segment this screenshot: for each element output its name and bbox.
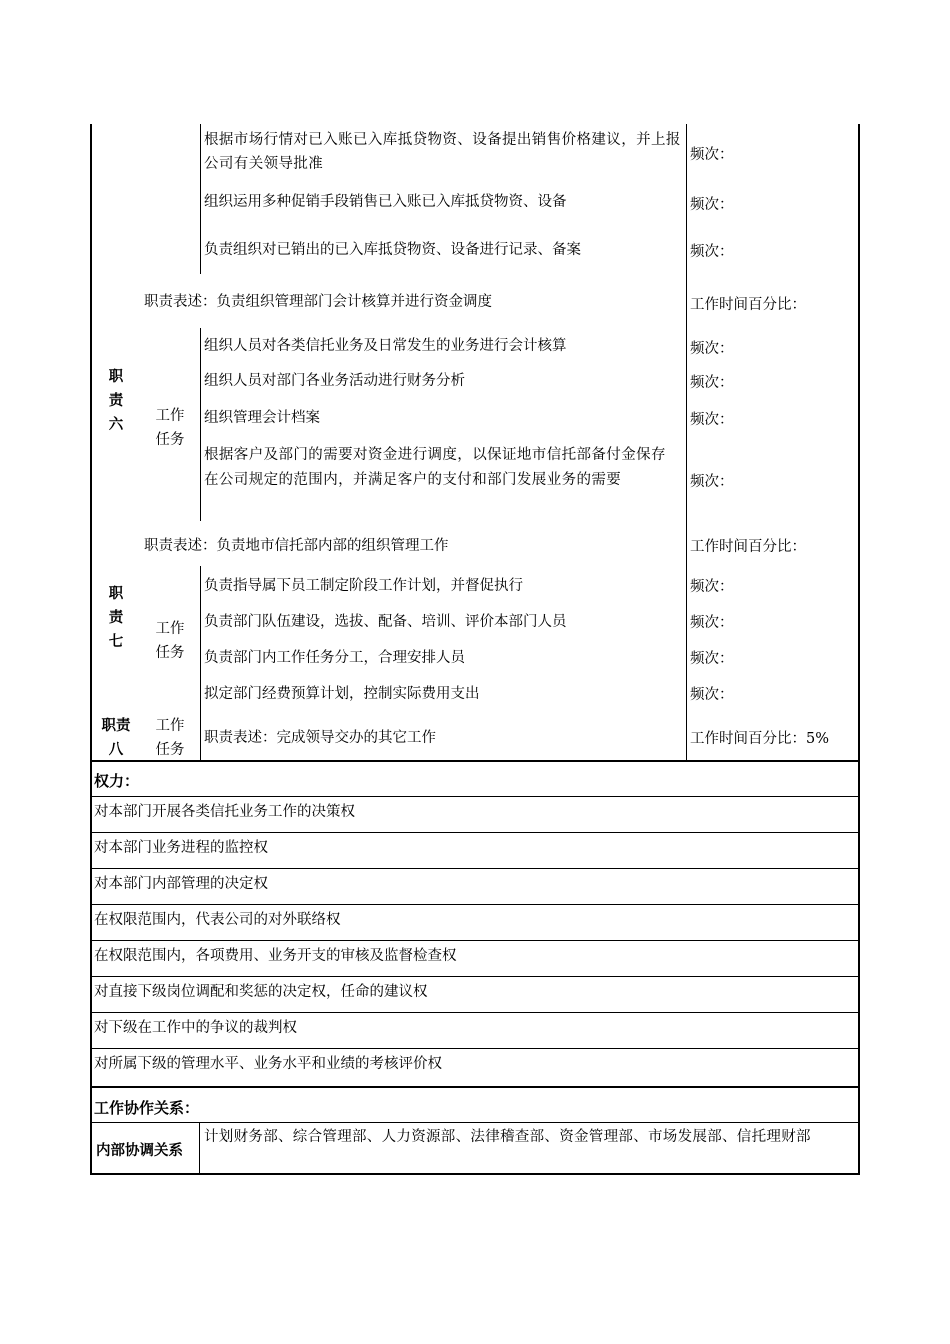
task-frequency: 频次： — [690, 687, 734, 703]
duty-statement: 职责表述：完成领导交办的其它工作 — [204, 730, 436, 746]
task-text: 组织人员对各类信托业务及日常发生的业务进行会计核算 — [204, 338, 567, 354]
task-label — [152, 404, 188, 452]
task-label-text: 工作任务 — [155, 718, 185, 758]
task-frequency: 频次： — [690, 197, 734, 213]
task-text: 组织人员对部门各业务活动进行财务分析 — [204, 373, 465, 389]
duty-label — [104, 365, 128, 437]
divider — [90, 760, 860, 762]
divider — [90, 940, 860, 941]
internal-coordination-value: 计划财务部、综合管理部、人力资源部、法律稽查部、资金管理部、市场发展部、信托理财部 — [204, 1129, 811, 1145]
time-percentage: 工作时间百分比：5% — [690, 731, 830, 747]
divider — [200, 566, 201, 760]
power-item: 对下级在工作中的争议的裁判权 — [94, 1020, 297, 1036]
task-text: 组织运用多种促销手段销售已入账已入库抵贷物资、设备 — [204, 194, 567, 210]
power-item: 在权限范围内，代表公司的对外联络权 — [94, 912, 341, 928]
power-item: 对所属下级的管理水平、业务水平和业绩的考核评价权 — [94, 1056, 442, 1072]
task-frequency: 频次： — [690, 147, 734, 163]
task-frequency: 频次： — [690, 412, 734, 428]
divider — [90, 976, 860, 977]
divider — [90, 1012, 860, 1013]
divider — [90, 1173, 860, 1175]
task-frequency: 频次： — [690, 244, 734, 260]
task-label-text: 工作任务 — [155, 408, 185, 448]
powers-title: 权力： — [94, 772, 140, 790]
power-item: 对本部门内部管理的决定权 — [94, 876, 268, 892]
task-label — [152, 617, 188, 665]
task-label — [152, 714, 188, 762]
task-text: 负责部门队伍建设，选拔、配备、培训、评价本部门人员 — [204, 614, 567, 630]
power-item: 对本部门开展各类信托业务工作的决策权 — [94, 804, 355, 820]
time-percentage: 工作时间百分比： — [690, 539, 806, 555]
task-text: 根据客户及部门的需要对资金进行调度，以保证地市信托部备付金保存在公司规定的范围内，并满足客户的支付和部门发展业务的需要 — [204, 447, 666, 488]
divider — [90, 1048, 860, 1049]
divider — [90, 868, 860, 869]
task-text: 负责指导属下员工制定阶段工作计划，并督促执行 — [204, 578, 523, 594]
duty-statement: 职责表述：负责地市信托部内部的组织管理工作 — [144, 538, 449, 554]
divider — [90, 1086, 860, 1088]
task-label-text: 工作任务 — [155, 621, 185, 661]
time-percentage: 工作时间百分比： — [690, 297, 806, 313]
power-item: 对本部门业务进程的监控权 — [94, 840, 268, 856]
divider — [686, 124, 687, 760]
task-frequency: 频次： — [690, 474, 734, 490]
task-text: 组织管理会计档案 — [204, 410, 320, 426]
task-frequency: 频次： — [690, 579, 734, 595]
duty-statement: 职责表述：负责组织管理部门会计核算并进行资金调度 — [144, 294, 492, 310]
task-frequency: 频次： — [690, 375, 734, 391]
duty-label — [96, 714, 136, 762]
task-text: 根据市场行情对已入账已入库抵贷物资、设备提出销售价格建议，并上报公司有关领导批准 — [204, 132, 681, 172]
power-item: 在权限范围内，各项费用、业务开支的审核及监督检查权 — [94, 948, 457, 964]
task-text: 拟定部门经费预算计划，控制实际费用支出 — [204, 686, 480, 702]
task-text: 负责部门内工作任务分工，合理安排人员 — [204, 650, 465, 666]
divider — [90, 1122, 860, 1123]
divider — [90, 832, 860, 833]
task-frequency: 频次： — [690, 651, 734, 667]
table-border-right — [858, 124, 860, 1174]
divider — [199, 1122, 200, 1174]
divider — [90, 904, 860, 905]
power-item: 对直接下级岗位调配和奖惩的决定权，任命的建议权 — [94, 984, 428, 1000]
task-text: 负责组织对已销出的已入库抵贷物资、设备进行记录、备案 — [204, 242, 581, 258]
duty-label-text: 职责七 — [108, 586, 124, 650]
internal-coordination-label: 内部协调关系 — [96, 1143, 183, 1159]
task-frequency: 频次： — [690, 615, 734, 631]
cooperation-title: 工作协作关系： — [94, 1099, 200, 1117]
task-frequency: 频次： — [690, 341, 734, 357]
duty-label — [104, 582, 128, 654]
divider — [200, 328, 201, 521]
duty-label-text: 职责六 — [108, 369, 124, 433]
divider — [90, 796, 860, 797]
duty-label-text: 职责八 — [101, 718, 131, 758]
table-border-left — [90, 124, 92, 1174]
divider — [200, 124, 201, 274]
